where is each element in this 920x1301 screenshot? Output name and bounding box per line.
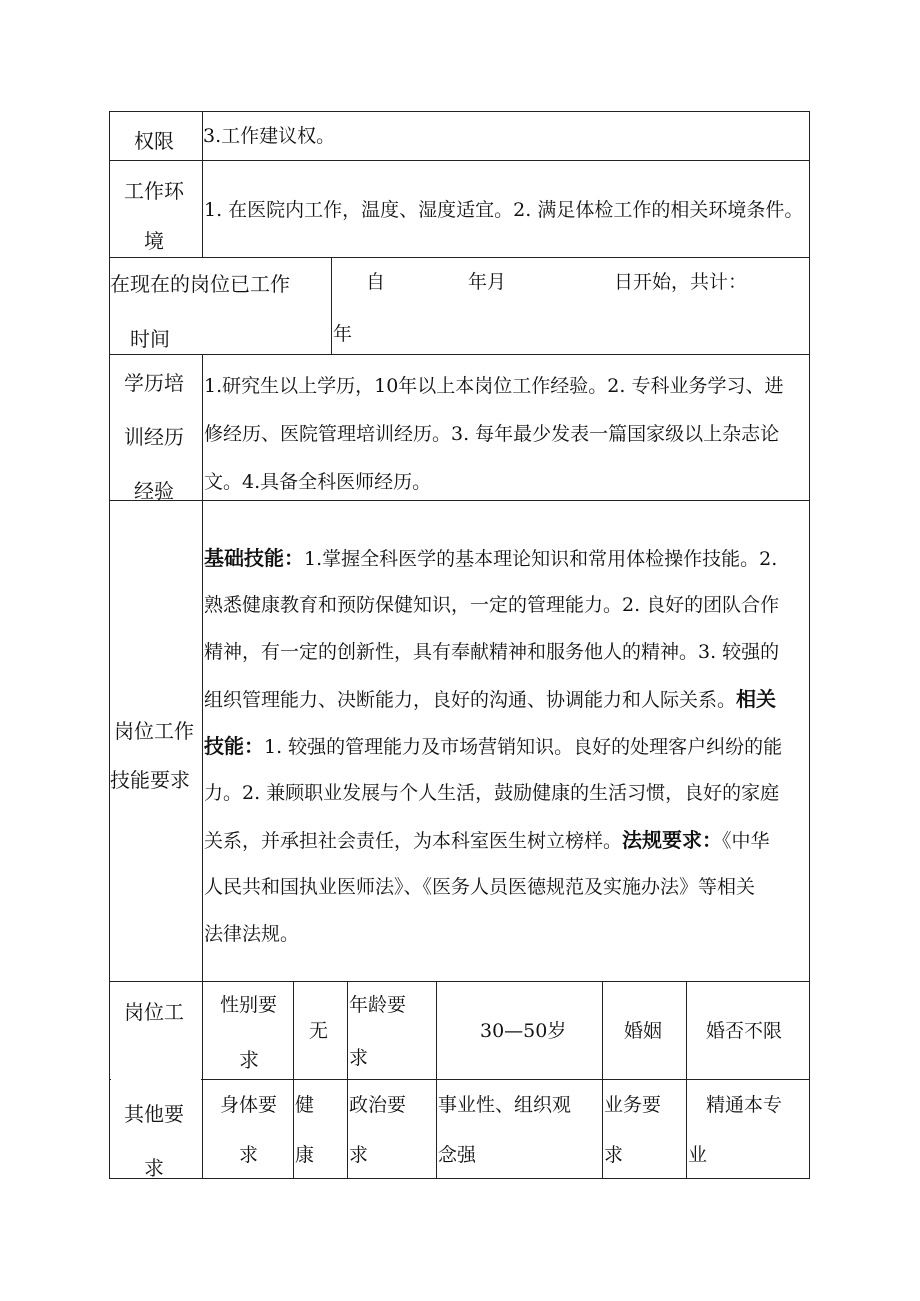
marriage-label: 婚姻 bbox=[624, 1020, 663, 1042]
skills-text-4: 组织管理能力、决断能力，良好的沟通、协调能力和人际关系。 bbox=[204, 689, 737, 711]
marriage-value: 婚否不限 bbox=[706, 1020, 783, 1042]
business-value-1: 精通本专 bbox=[706, 1094, 783, 1116]
skills-line-7 bbox=[204, 817, 770, 865]
tenure-ri: 日开始，共计： bbox=[614, 271, 748, 293]
related-skills-heading-a: 相关 bbox=[736, 687, 777, 711]
education-line-1: 1.研究生以上学历，10年以上本岗位工作经验。2. 专科业务学习、进 bbox=[204, 375, 784, 397]
business-label-2: 求 bbox=[604, 1144, 624, 1166]
skills-line-6: 力。2. 兼顾职业发展与个人生活，鼓励健康的生活习惯，良好的家庭 bbox=[204, 782, 780, 804]
row-other-2 bbox=[109, 1079, 810, 1179]
authority-label: 权限 bbox=[134, 129, 174, 153]
other-label-3: 求 bbox=[144, 1156, 164, 1180]
skills-text-1: 1.掌握全科医学的基本理论知识和常用体检操作技能。2. bbox=[304, 548, 778, 570]
body-value-1: 健 bbox=[295, 1094, 315, 1116]
environment-content: 1. 在医院内工作，温度、湿度适宜。2. 满足体检工作的相关环境条件。 bbox=[204, 199, 804, 221]
row-skills bbox=[109, 500, 810, 982]
environment-label-2: 境 bbox=[144, 229, 164, 253]
age-label-1: 年龄要 bbox=[349, 994, 407, 1016]
skills-line-4 bbox=[204, 676, 776, 724]
education-line-2: 修经历、医院管理培训经历。3. 每年最少发表一篇国家级以上杂志论 bbox=[204, 423, 780, 445]
other-label-1: 岗位工 bbox=[124, 1000, 184, 1024]
tenure-label-2: 时间 bbox=[130, 327, 170, 351]
education-label-1: 学历培 bbox=[124, 371, 184, 395]
skills-text-7b: 《中华 bbox=[722, 830, 770, 852]
political-value-1: 事业性、组织观 bbox=[438, 1094, 572, 1116]
row-tenure bbox=[109, 257, 810, 355]
body-label-1: 身体要 bbox=[220, 1094, 278, 1116]
tenure-nian: 年 bbox=[333, 323, 353, 345]
related-skills-heading-b: 技能： bbox=[204, 734, 264, 758]
table-bottom-border bbox=[109, 1178, 810, 1179]
body-value-2: 康 bbox=[295, 1144, 315, 1166]
row-authority bbox=[109, 111, 810, 161]
tenure-label-1: 在现在的岗位已工作 bbox=[110, 272, 290, 296]
basic-skills-heading: 基础技能： bbox=[204, 546, 304, 570]
skills-line-8: 人民共和国执业医师法》、《医务人员医德规范及实施办法》等相关 bbox=[204, 876, 756, 898]
other-label-2: 其他要 bbox=[124, 1102, 184, 1126]
row-environment bbox=[109, 160, 810, 258]
row-other-1 bbox=[109, 981, 810, 1080]
education-line-3: 文。4.具备全科医师经历。 bbox=[204, 471, 432, 493]
body-label-2: 求 bbox=[239, 1144, 259, 1166]
skills-line-5 bbox=[204, 723, 782, 771]
gender-value: 无 bbox=[309, 1020, 329, 1042]
merged-cell-mask bbox=[111, 1078, 201, 1082]
political-label-1: 政治要 bbox=[349, 1094, 407, 1116]
skills-text-5: 1. 较强的管理能力及市场营销知识。良好的处理客户纠纷的能 bbox=[264, 736, 783, 758]
authority-content: 3.工作建议权。 bbox=[203, 125, 336, 147]
environment-label-1: 工作环 bbox=[124, 179, 184, 203]
tenure-nianyue: 年月 bbox=[468, 271, 507, 293]
gender-label-1: 性别要 bbox=[220, 994, 278, 1016]
skills-text-7: 关系，并承担社会责任，为本科室医生树立榜样。 bbox=[204, 830, 623, 852]
education-label-2: 训经历 bbox=[124, 425, 184, 449]
age-label-2: 求 bbox=[349, 1047, 369, 1069]
age-value: 30—50岁 bbox=[480, 1020, 567, 1042]
regulations-heading: 法规要求： bbox=[622, 828, 723, 852]
skills-line-9: 法律法规。 bbox=[204, 923, 300, 945]
skills-line-3: 精神，有一定的创新性，具有奉献精神和服务他人的精神。3. 较强的 bbox=[204, 641, 780, 663]
business-label-1: 业务要 bbox=[604, 1094, 662, 1116]
row-education bbox=[109, 354, 810, 501]
skills-label-1: 岗位工作 bbox=[114, 719, 194, 743]
skills-line-1 bbox=[204, 535, 777, 583]
political-label-2: 求 bbox=[349, 1144, 369, 1166]
political-value-2: 念强 bbox=[438, 1144, 477, 1166]
education-label-3: 经验 bbox=[134, 479, 174, 503]
business-value-2: 业 bbox=[688, 1144, 708, 1166]
skills-line-2: 熟悉健康教育和预防保健知识，一定的管理能力。2. 良好的团队合作 bbox=[204, 594, 780, 616]
tenure-zi: 自 bbox=[366, 271, 386, 293]
gender-label-2: 求 bbox=[239, 1048, 259, 1072]
skills-label-2: 技能要求 bbox=[110, 768, 190, 792]
